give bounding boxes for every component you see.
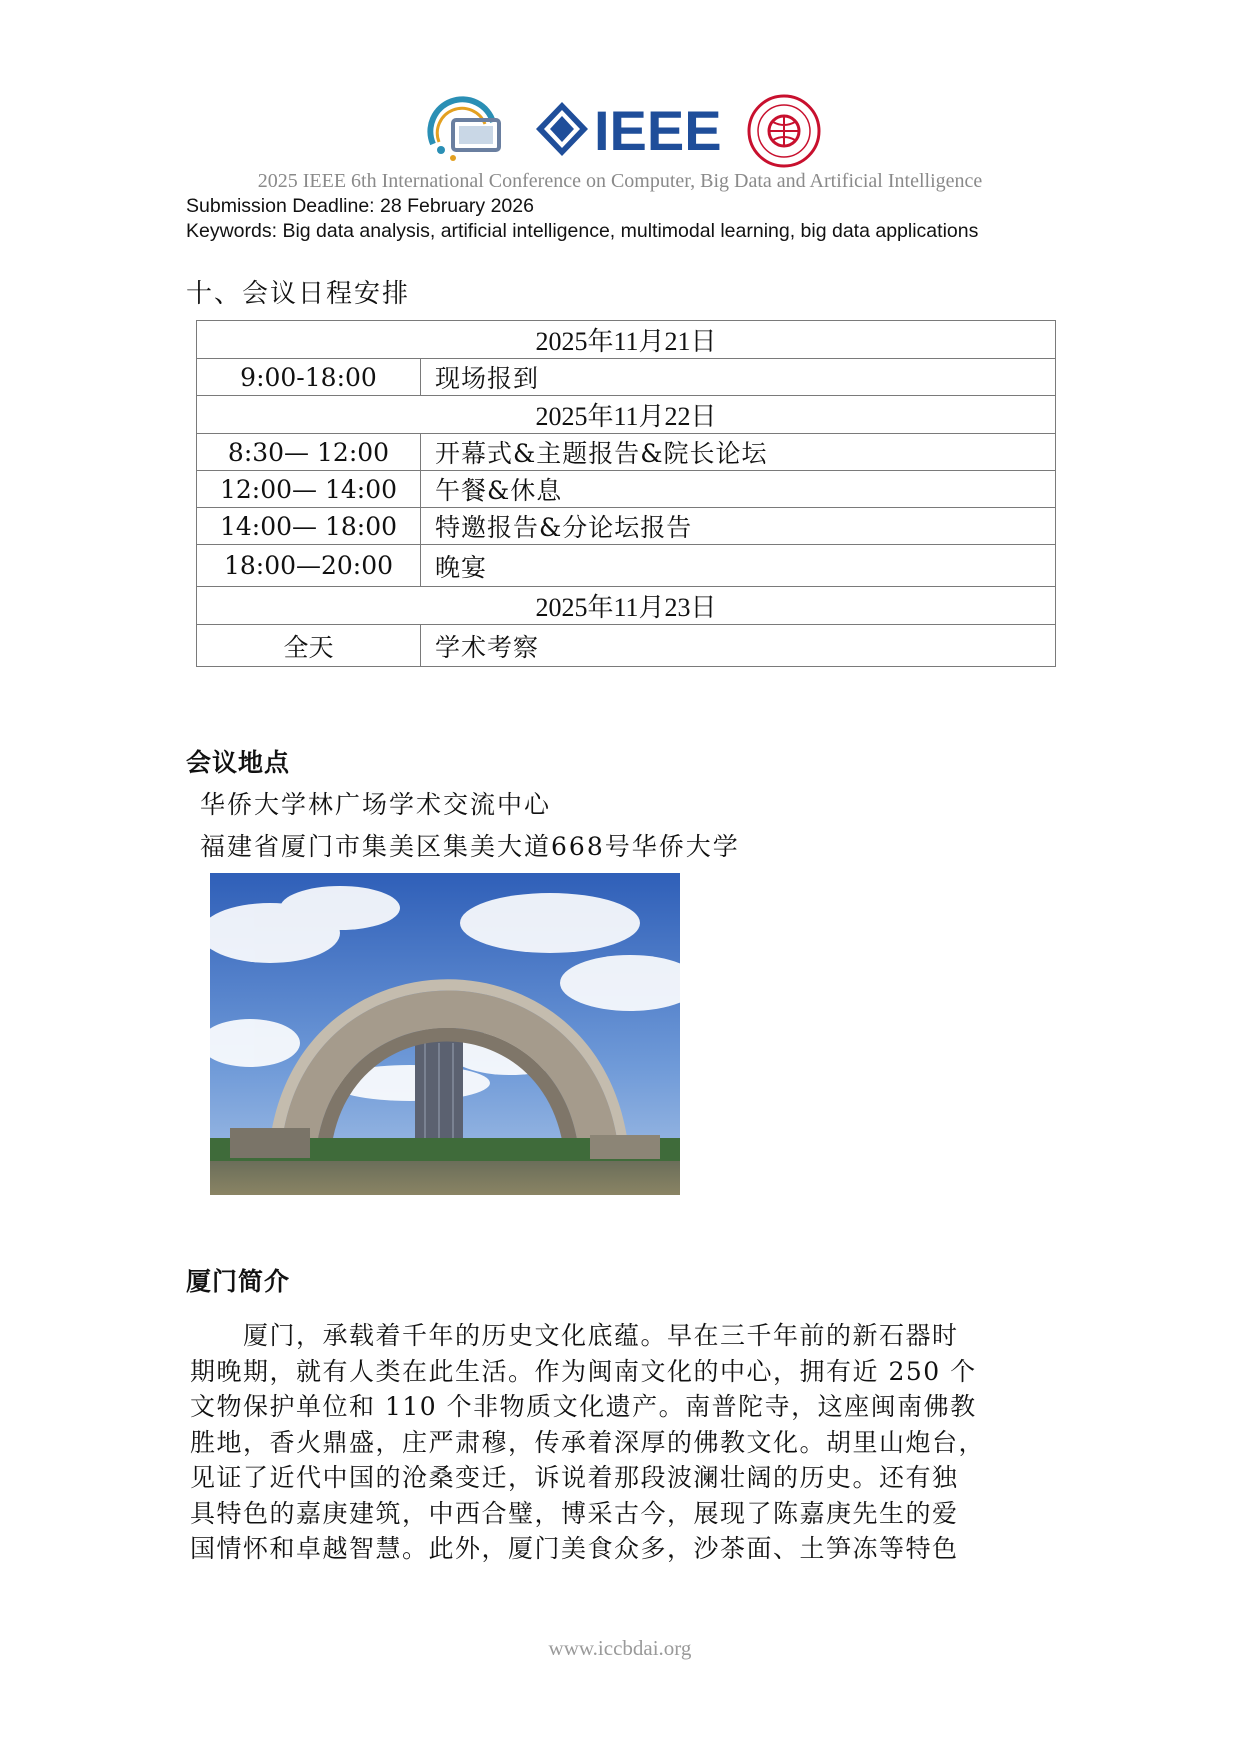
schedule-time: 18:00—20:00	[197, 545, 421, 587]
schedule-time: 14:00— 18:00	[197, 508, 421, 545]
schedule-date: 2025年11月21日	[197, 321, 1056, 359]
paragraph-line: 具特色的嘉庚建筑，中西合璧，博采古今，展现了陈嘉庚先生的爱	[190, 1498, 959, 1528]
paragraph-line: 见证了近代中国的沧桑变迁，诉说着那段波澜壮阔的历史。还有独	[190, 1463, 959, 1492]
venue-address: 福建省厦门市集美区集美大道668号华侨大学	[200, 832, 740, 861]
paragraph-line: 期晚期，就有人类在此生活。作为闽南文化的中心，拥有近 250 个	[190, 1356, 977, 1386]
table-row	[197, 396, 1056, 434]
table-row	[197, 471, 1056, 508]
paragraph-line: 胜地，香火鼎盛，庄严肃穆，传承着深厚的佛教文化。胡里山炮台，	[190, 1427, 986, 1457]
schedule-activity: 开幕式&主题报告&院长论坛	[421, 434, 1056, 471]
conference-logo-icon	[415, 94, 515, 166]
xiamen-paragraph	[190, 1318, 1070, 1567]
schedule-time: 全天	[197, 625, 421, 667]
schedule-time: 12:00— 14:00	[197, 471, 421, 508]
schedule-activity: 特邀报告&分论坛报告	[421, 508, 1056, 545]
xiamen-title: 厦门简介	[186, 1267, 291, 1296]
table-row	[197, 545, 1056, 587]
header-logos	[0, 92, 1240, 172]
schedule-time: 8:30— 12:00	[197, 434, 421, 471]
venue-photo	[210, 873, 680, 1195]
schedule-activity: 午餐&休息	[421, 471, 1056, 508]
submission-deadline: Submission Deadline: 28 February 2026	[186, 195, 534, 217]
keywords-line: Keywords: Big data analysis, artificial intelligence, multimodal learning, big data applications	[186, 220, 979, 242]
schedule-activity: 学术考察	[421, 625, 1056, 667]
venue-name: 华侨大学林广场学术交流中心	[200, 790, 552, 819]
table-row	[197, 508, 1056, 545]
ieee-wordmark: IEEE	[594, 99, 722, 160]
paragraph-line: 文物保护单位和 110 个非物质文化遗产。南普陀寺，这座闽南佛教	[190, 1392, 977, 1421]
paragraph-line: 厦门，承载着千年的历史文化底蕴。早在三千年前的新石器时	[190, 1321, 959, 1350]
footer-url[interactable]: www.iccbdai.org	[548, 1636, 692, 1660]
schedule-time: 9:00-18:00	[197, 359, 421, 396]
schedule-activity: 现场报到	[421, 359, 1056, 396]
table-row	[197, 321, 1056, 359]
table-row	[197, 587, 1056, 625]
schedule-date: 2025年11月22日	[197, 396, 1056, 434]
huaqiao-university-seal-icon	[745, 92, 823, 170]
schedule-date: 2025年11月23日	[197, 587, 1056, 625]
table-row	[197, 434, 1056, 471]
paragraph-line: 国情怀和卓越智慧。此外，厦门美食众多，沙茶面、土笋冻等特色	[190, 1534, 959, 1563]
venue-title: 会议地点	[186, 748, 291, 777]
conference-name: 2025 IEEE 6th International Conference on Computer, Big Data and Artificial Intelligence	[257, 170, 983, 192]
schedule-table	[196, 320, 1056, 667]
schedule-title: 十、会议日程安排	[186, 279, 411, 309]
table-row	[197, 625, 1056, 667]
ieee-logo-icon	[532, 98, 732, 160]
schedule-activity: 晚宴	[421, 545, 1056, 587]
table-row	[197, 359, 1056, 396]
